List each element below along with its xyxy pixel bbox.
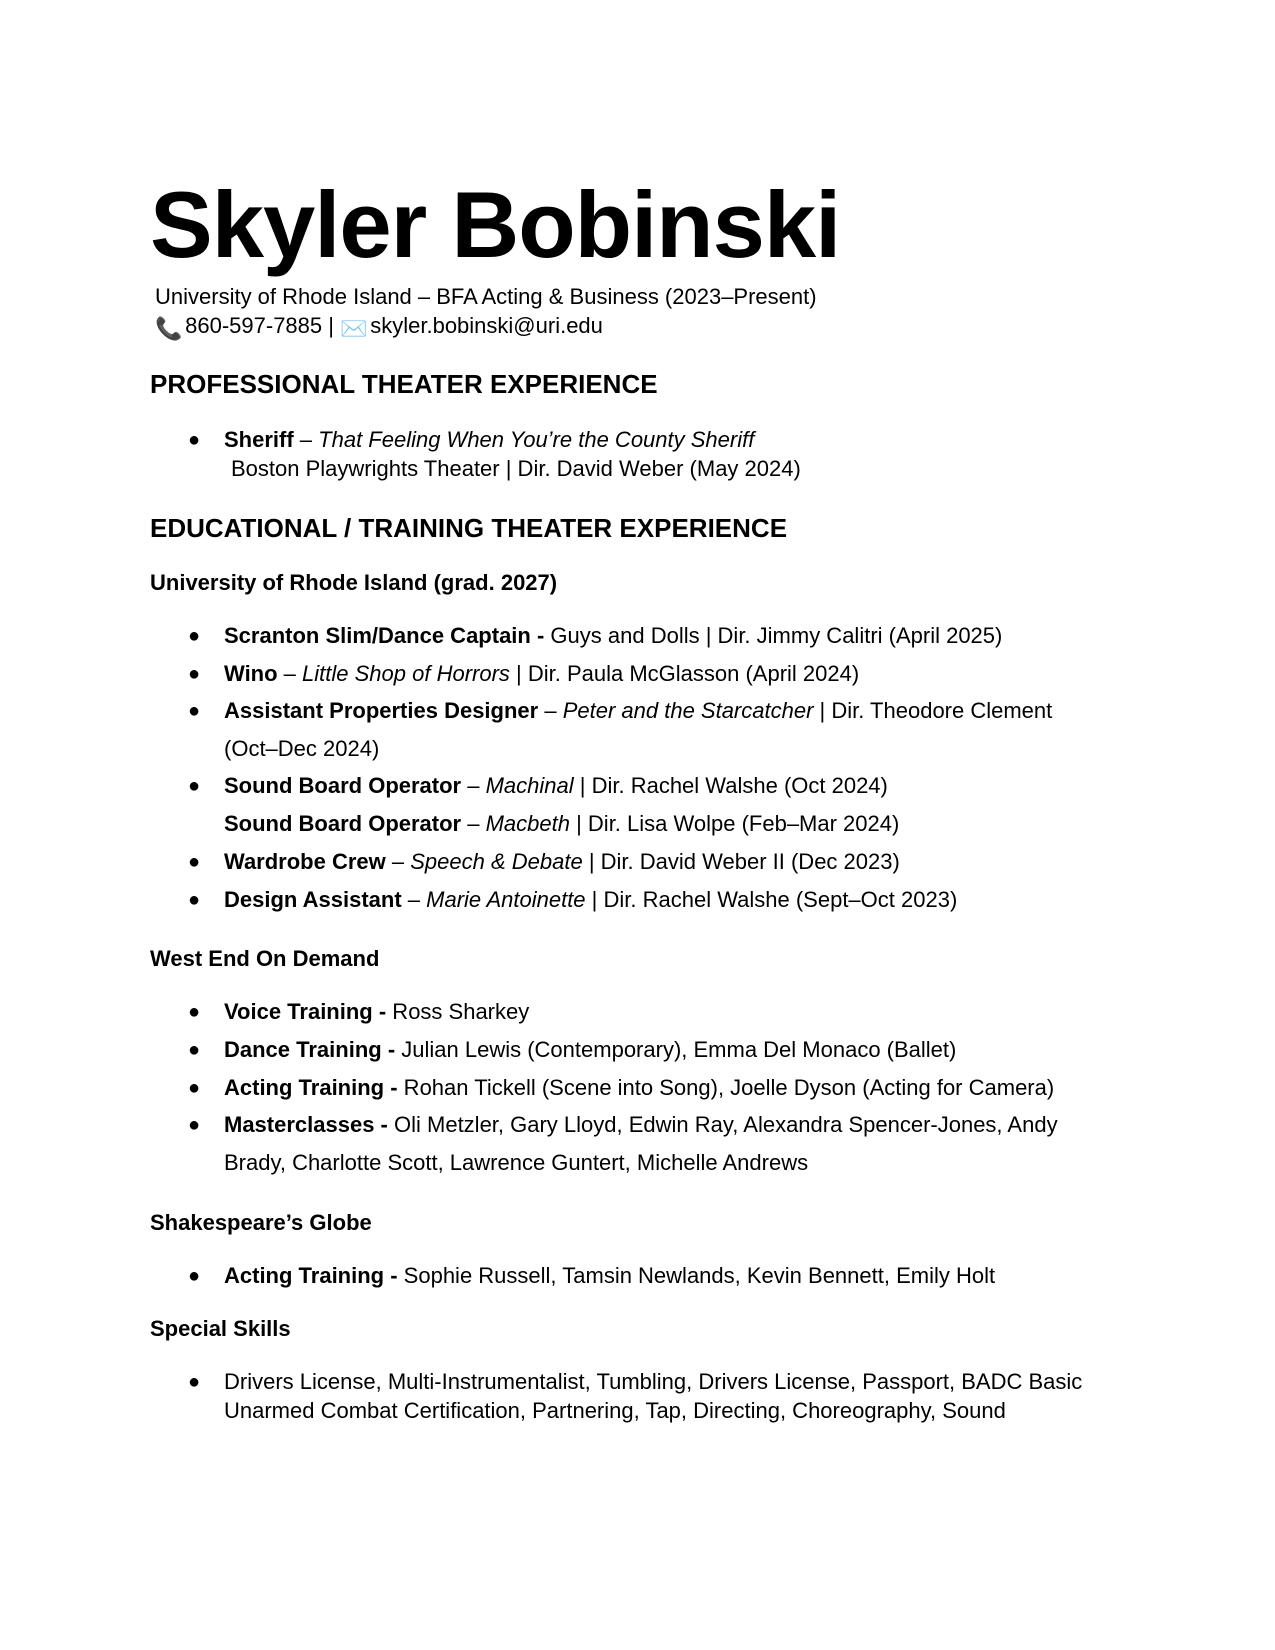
bullet-icon: ●	[188, 700, 201, 722]
show-title: Little Shop of Horrors	[302, 661, 510, 686]
bullet-icon: ●	[188, 1371, 201, 1393]
show-title: Marie Antoinette	[426, 887, 586, 912]
phone-number: 860-597-7885	[185, 313, 323, 338]
education-line: University of Rhode Island – BFA Acting & Business (2023–Present)	[155, 284, 817, 309]
list-item	[224, 1111, 1058, 1139]
bullet-icon: ●	[188, 429, 201, 451]
email-address: skyler.bobinski@uri.edu	[370, 313, 603, 338]
training-label: Acting Training -	[224, 1263, 398, 1288]
training-detail: Ross Sharkey	[386, 999, 530, 1024]
show-title: Macbeth	[485, 811, 570, 836]
role: Scranton Slim/Dance Captain -	[224, 623, 545, 648]
training-label: Dance Training -	[224, 1037, 396, 1062]
bullet-icon: ●	[188, 1265, 201, 1287]
resume-name: Skyler Bobinski	[150, 172, 841, 277]
list-item	[224, 772, 888, 800]
bullet-icon: ●	[188, 663, 201, 685]
role-separator: –	[461, 773, 486, 798]
role-separator: –	[293, 427, 319, 452]
role: Wardrobe Crew	[224, 849, 386, 874]
role-separator: –	[277, 661, 303, 686]
list-item-continued: Brady, Charlotte Scott, Lawrence Guntert, Michelle Andrews	[224, 1150, 809, 1175]
bullet-icon: ●	[188, 1077, 201, 1099]
list-item	[224, 998, 529, 1026]
item-detail: | Dir. Rachel Walshe (Sept–Oct 2023)	[585, 887, 958, 912]
show-title: Peter and the Starcatcher	[562, 698, 814, 723]
professional-heading: PROFESSIONAL THEATER EXPERIENCE	[150, 369, 658, 399]
training-label: Acting Training -	[224, 1075, 398, 1100]
bullet-icon: ●	[188, 851, 201, 873]
list-item	[224, 697, 1052, 725]
phone-icon: 📞	[155, 316, 183, 341]
west-end-heading: West End On Demand	[150, 946, 380, 971]
training-detail: Oli Metzler, Gary Lloyd, Edwin Ray, Alexandra Spencer-Jones, Andy	[387, 1112, 1058, 1137]
list-item	[224, 660, 859, 688]
role-separator: –	[461, 811, 486, 836]
skills-heading: Special Skills	[150, 1316, 291, 1341]
contact-line	[155, 313, 603, 342]
role-separator: –	[538, 698, 563, 723]
list-item-detail: Boston Playwrights Theater | Dir. David Weber (May 2024)	[231, 456, 801, 481]
show-title: Machinal	[485, 773, 574, 798]
role: Sound Board Operator	[224, 811, 462, 836]
training-detail: Rohan Tickell (Scene into Song), Joelle Dyson (Acting for Camera)	[397, 1075, 1055, 1100]
item-detail: | Dir. David Weber II (Dec 2023)	[582, 849, 900, 874]
globe-heading: Shakespeare’s Globe	[150, 1210, 372, 1235]
role-separator: –	[385, 849, 411, 874]
item-detail: | Dir. Theodore Clement	[813, 698, 1053, 723]
bullet-icon: ●	[188, 1039, 201, 1061]
list-item	[224, 622, 1002, 650]
educational-heading: EDUCATIONAL / TRAINING THEATER EXPERIENCE	[150, 513, 788, 543]
list-item	[224, 426, 754, 454]
item-detail: Guys and Dolls | Dir. Jimmy Calitri (April 2025)	[550, 623, 1003, 648]
envelope-icon: ✉️	[340, 316, 368, 341]
list-item	[224, 1036, 956, 1064]
show-title: Speech & Debate	[410, 849, 583, 874]
bullet-icon: ●	[188, 889, 201, 911]
uri-heading: University of Rhode Island (grad. 2027)	[150, 570, 558, 595]
bullet-icon: ●	[188, 775, 201, 797]
item-detail: | Dir. Rachel Walshe (Oct 2024)	[573, 773, 888, 798]
training-label: Masterclasses -	[224, 1112, 388, 1137]
role: Sheriff	[224, 427, 294, 452]
role: Assistant Properties Designer	[224, 698, 539, 723]
list-item	[224, 886, 957, 914]
role: Sound Board Operator	[224, 773, 462, 798]
contact-separator: |	[328, 313, 334, 338]
bullet-icon: ●	[188, 1001, 201, 1023]
list-item-continued: (Oct–Dec 2024)	[224, 736, 380, 761]
show-title: That Feeling When You’re the County Sheriff	[318, 427, 755, 452]
list-item	[224, 1074, 1054, 1102]
list-item	[224, 810, 899, 838]
bullet-icon: ●	[188, 625, 201, 647]
role: Design Assistant	[224, 887, 402, 912]
item-detail: | Dir. Lisa Wolpe (Feb–Mar 2024)	[569, 811, 900, 836]
training-detail: Julian Lewis (Contemporary), Emma Del Monaco (Ballet)	[395, 1037, 957, 1062]
role-separator: –	[401, 887, 427, 912]
training-label: Voice Training -	[224, 999, 387, 1024]
list-item	[224, 1262, 995, 1290]
bullet-icon: ●	[188, 1114, 201, 1136]
list-item	[224, 848, 900, 876]
skills-line-2: Unarmed Combat Certification, Partnering, Tap, Directing, Choreography, Sound	[224, 1398, 1006, 1423]
item-detail: | Dir. Paula McGlasson (April 2024)	[509, 661, 860, 686]
skills-line-1: Drivers License, Multi-Instrumentalist, Tumbling, Drivers License, Passport, BADC Basic	[224, 1369, 1083, 1394]
role: Wino	[224, 661, 278, 686]
training-detail: Sophie Russell, Tamsin Newlands, Kevin Bennett, Emily Holt	[397, 1263, 996, 1288]
